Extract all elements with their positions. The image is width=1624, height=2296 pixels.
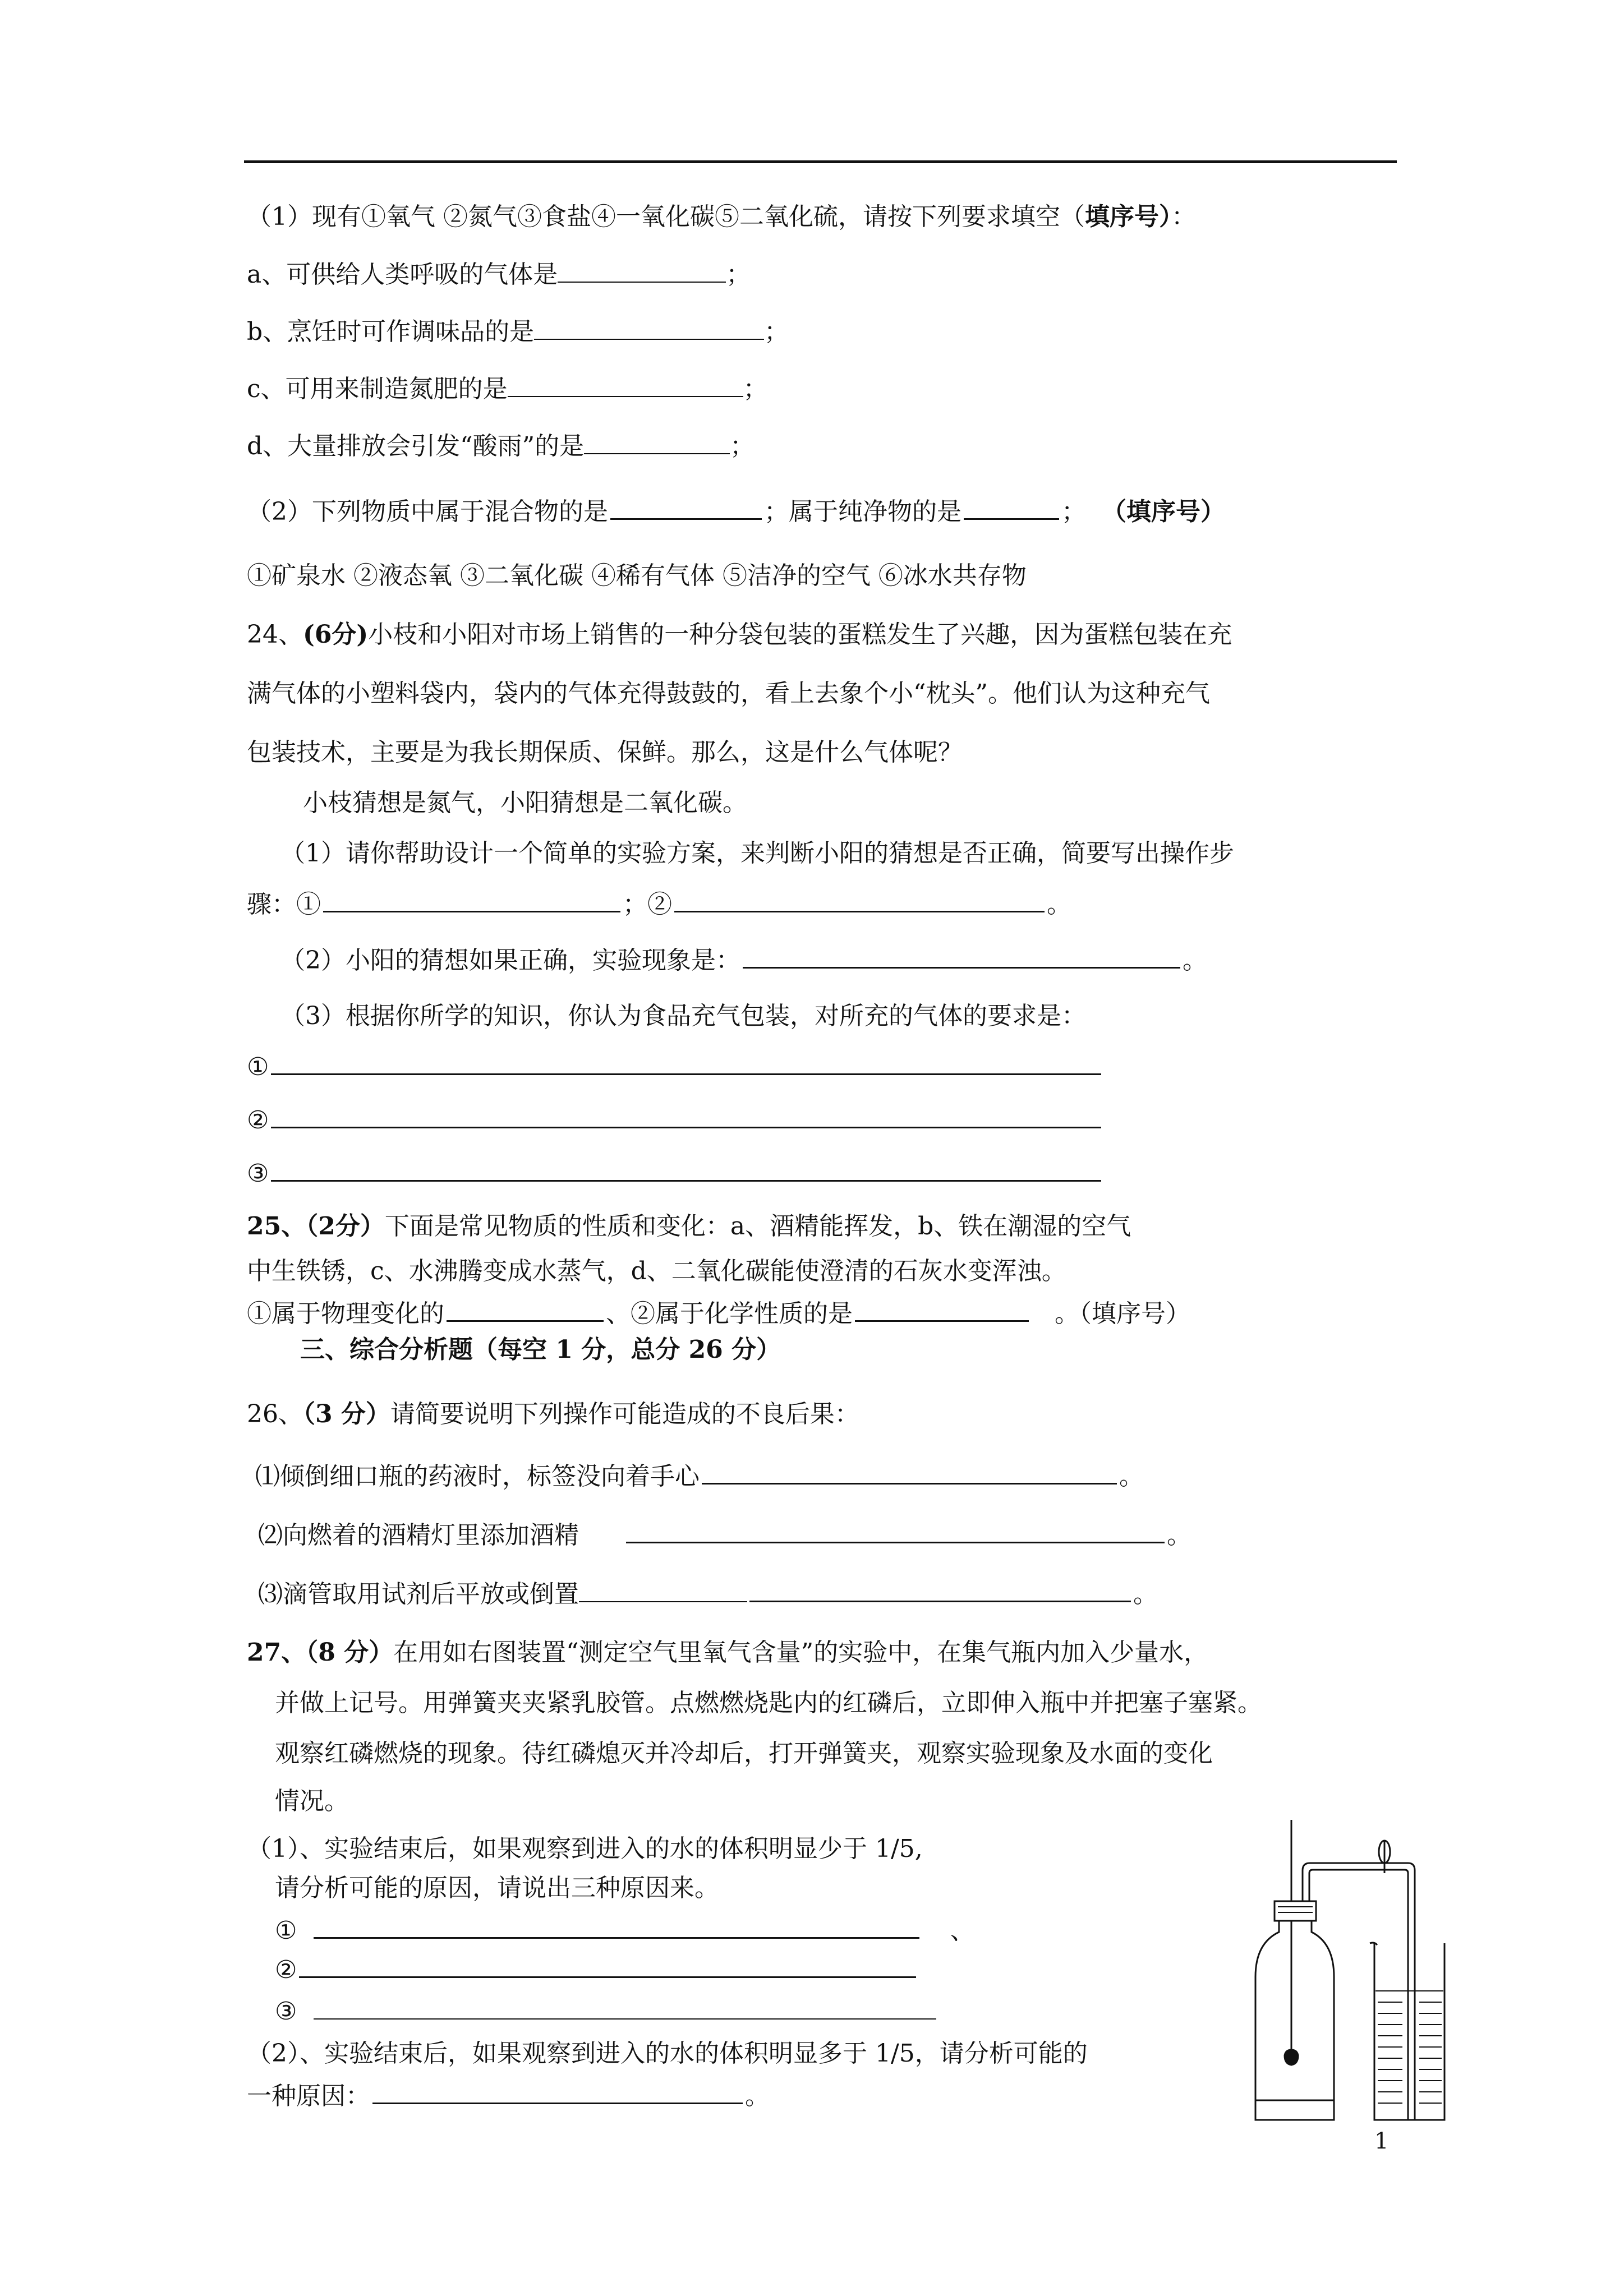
answer-blank[interactable] bbox=[534, 316, 764, 340]
q23-item-c: c、可用来制造氮肥的是 ； bbox=[247, 375, 768, 403]
q23-item-a: a、可供给人类呼吸的气体是 ； bbox=[247, 260, 751, 289]
answer-blank[interactable] bbox=[299, 1952, 916, 1978]
answer-blank[interactable] bbox=[626, 1517, 1165, 1543]
q24-line4: 小枝猜想是氮气，小阳猜想是二氧化碳。 bbox=[303, 789, 747, 817]
q23-item-d: d、大量排放会引发“酸雨”的是 ； bbox=[247, 432, 755, 460]
q27-line4: 情况。 bbox=[275, 1787, 349, 1815]
rubber-stopper bbox=[1275, 1901, 1316, 1921]
q25-line1: 25、（2分）下面是常见物质的性质和变化：a、酒精能挥发，b、铁在潮湿的空气 bbox=[247, 1212, 1131, 1241]
q24-req3: ③ bbox=[247, 1155, 1103, 1192]
answer-blank[interactable] bbox=[558, 259, 726, 283]
q23-part2: （2）下列物质中属于混合物的是 ；属于纯净物的是 ； （填序号） bbox=[247, 494, 1225, 530]
q25-line3: ①属于物理变化的 、②属于化学性质的是 。（填序号） bbox=[247, 1295, 1190, 1332]
q27-sub2a: （2）、实验结束后，如果观察到进入的水的体积明显多于 1/5，请分析可能的 bbox=[247, 2039, 1088, 2068]
q26-item1: ⑴倾倒细口瓶的药液时，标签没向着手心 。 bbox=[255, 1458, 1144, 1495]
q27-line2: 并做上记号。用弹簧夹夹紧乳胶管。点燃燃烧匙内的红磷后，立即伸入瓶中并把塞子塞紧。 bbox=[275, 1689, 1262, 1717]
answer-blank[interactable] bbox=[323, 886, 620, 912]
q27-reason3: ③ bbox=[275, 1994, 938, 2030]
answer-blank[interactable] bbox=[964, 494, 1059, 520]
q27-sub2b: 一种原因： 。 bbox=[247, 2078, 770, 2114]
answer-blank[interactable] bbox=[271, 1049, 1101, 1075]
page-number: 1 bbox=[1374, 2128, 1389, 2154]
answer-blank[interactable] bbox=[447, 1295, 604, 1322]
answer-blank[interactable] bbox=[314, 1994, 936, 2020]
q27-reason1: ① 、 bbox=[275, 1912, 974, 1949]
section-3-title: 三、综合分析题（每空 1 分，总分 26 分） bbox=[300, 1335, 781, 1364]
answer-blank[interactable] bbox=[855, 1295, 1029, 1322]
answer-blank[interactable] bbox=[579, 1579, 747, 1602]
combustion-spoon bbox=[1285, 2050, 1298, 2065]
header-rule bbox=[244, 160, 1397, 163]
q24-sub1-steps: 骤：① ；② 。 bbox=[247, 886, 1071, 923]
q24-line3: 包装技术，主要是为我长期保质、保鲜。那么，这是什么气体呢？ bbox=[247, 738, 963, 767]
q23-part1-intro: （1）现有①氧气 ②氮气③食盐④一氧化碳⑤二氧化硫，请按下列要求填空（填序号）： bbox=[247, 202, 1196, 231]
q27-line3: 观察红磷燃烧的现象。待红磷熄灭并冷却后，打开弹簧夹，观察实验现象及水面的变化 bbox=[275, 1739, 1213, 1768]
q27-sub1a: （1）、实验结束后，如果观察到进入的水的体积明显少于 1/5, bbox=[247, 1834, 923, 1863]
q24-req1: ① bbox=[247, 1049, 1103, 1085]
gas-bottle bbox=[1255, 1918, 1334, 2120]
beaker bbox=[1374, 1943, 1444, 2120]
q24-sub2: （2）小阳的猜想如果正确，实验现象是： 。 bbox=[280, 942, 1207, 979]
q23-item-b: b、烹饪时可作调味品的是 ； bbox=[247, 317, 789, 346]
answer-blank[interactable] bbox=[674, 886, 1045, 912]
answer-blank[interactable] bbox=[508, 374, 743, 397]
beaker-water bbox=[1375, 1991, 1443, 2103]
answer-blank[interactable] bbox=[271, 1155, 1101, 1182]
answer-blank[interactable] bbox=[314, 1912, 919, 1939]
q27-reason2: ② bbox=[275, 1952, 918, 1988]
q25-line2: 中生铁锈，c、水沸腾变成水蒸气，d、二氧化碳能使澄清的石灰水变浑浊。 bbox=[247, 1257, 1066, 1285]
answer-blank[interactable] bbox=[743, 942, 1180, 969]
q24-req2: ② bbox=[247, 1102, 1103, 1138]
q26-intro: 26、（3 分）请简要说明下列操作可能造成的不良后果： bbox=[247, 1400, 859, 1428]
q24-sub3: （3）根据你所学的知识，你认为食品充气包装，对所充的气体的要求是： bbox=[280, 1002, 1086, 1030]
answer-blank[interactable] bbox=[372, 2078, 743, 2104]
q23-part2-items: ①矿泉水 ②液态氧 ③二氧化碳 ④稀有气体 ⑤洁净的空气 ⑥冰水共存物 bbox=[247, 561, 1027, 590]
q24-line2: 满气体的小塑料袋内，袋内的气体充得鼓鼓的，看上去象个小“枕头”。他们认为这种充气 bbox=[247, 679, 1210, 708]
answer-blank[interactable] bbox=[749, 1576, 1131, 1602]
q26-item3: ⑶滴管取用试剂后平放或倒置 。 bbox=[258, 1576, 1158, 1612]
answer-blank[interactable] bbox=[610, 494, 762, 520]
q27-line1: 27、（8 分）在用如右图装置“测定空气里氧气含量”的实验中，在集气瓶内加入少量水， bbox=[247, 1638, 1209, 1667]
answer-blank[interactable] bbox=[584, 431, 730, 454]
answer-blank[interactable] bbox=[271, 1102, 1101, 1128]
oxygen-measurement-apparatus bbox=[1240, 1817, 1447, 2131]
answer-blank[interactable] bbox=[702, 1458, 1117, 1484]
q24-line1: 24、(6分)小枝和小阳对市场上销售的一种分袋包装的蛋糕发生了兴趣，因为蛋糕包装在充 bbox=[247, 620, 1232, 649]
q27-sub1b: 请分析可能的原因，请说出三种原因来。 bbox=[275, 1874, 719, 1902]
q26-item2: ⑵向燃着的酒精灯里添加酒精 。 bbox=[258, 1517, 1191, 1553]
q24-sub1: （1）请你帮助设计一个简单的实验方案，来判断小阳的猜想是否正确，简要写出操作步 bbox=[280, 839, 1234, 868]
